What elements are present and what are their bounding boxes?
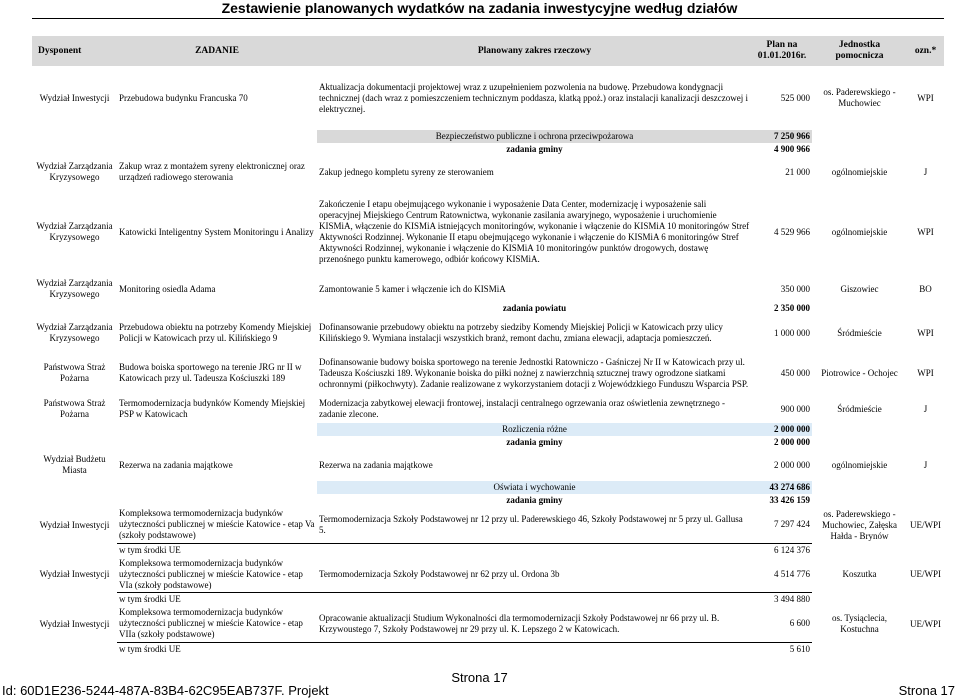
cell-jednostka: Giszowiec [840, 283, 879, 294]
cell-zakres: Zakup jednego kompletu syreny ze sterowaniem [319, 166, 494, 177]
investment-table [32, 36, 944, 656]
cell-ozn: UE/WPI [910, 519, 941, 530]
cell-plan: 4 529 966 [774, 226, 810, 237]
cell-jednostka: os. Paderewskiego - Muchowiec [823, 87, 896, 108]
cell-jednostka: Koszutka [842, 569, 877, 579]
subsection-label: zadania gminy [506, 144, 563, 154]
cell-ozn: J [923, 166, 928, 177]
subsection-row [32, 302, 944, 315]
subsection-amount: 4 900 966 [774, 144, 810, 154]
cell-plan: 900 000 [780, 403, 810, 414]
cell-plan: 7 297 424 [774, 519, 810, 530]
cell-zadanie: Katowicki Inteligentny System Monitoringu i Analizy [119, 226, 314, 237]
page-number-center: Strona 17 [451, 670, 508, 685]
header-plan: Plan na 01.01.2016r. [752, 36, 812, 66]
eu-funds-row [32, 543, 944, 557]
eu-funds-label: w tym środki UE [117, 642, 317, 656]
subsection-label: zadania powiatu [502, 303, 567, 313]
cell-zakres: Termomodernizacja Szkoły Podstawowej nr 62 przy ul. Ordona 3b [319, 568, 560, 579]
cell-zadanie: Monitoring osiedla Adama [119, 283, 216, 294]
cell-zakres: Zamontowanie 5 kamer i włączenie ich do KISMiA [319, 283, 506, 294]
cell-dysponent: Wydział Inwestycji [39, 519, 110, 530]
table-row [32, 276, 944, 302]
table-row [32, 156, 944, 188]
header-dysponent: Dysponent [32, 36, 117, 66]
eu-funds-amount: 6 124 376 [752, 543, 812, 557]
cell-ozn: J [923, 459, 928, 470]
cell-plan: 21 000 [785, 166, 810, 177]
section-amount: 43 274 686 [752, 481, 812, 494]
cell-ozn: WPI [917, 327, 934, 338]
cell-dysponent: Wydział Inwestycji [39, 618, 110, 629]
cell-dysponent: Państwowa Straż Pożarna [43, 362, 106, 383]
cell-zakres: Aktualizacja dokumentacji projektowej wraz z uzupełnieniem pozwolenia na budowę. Przebudowa kondygnacji technicznej (dach wraz z pomieszczeniem technicznym poddasza, klatką ppoż.) oraz instalacji kanalizacji deszczowej i elektrycznej. [319, 81, 749, 114]
cell-plan: 4 514 776 [774, 568, 810, 579]
cell-ozn: J [923, 403, 928, 414]
subsection-label: zadania gminy [506, 437, 563, 447]
header-zakres: Planowany zakres rzeczowy [317, 36, 752, 66]
cell-plan: 350 000 [780, 283, 810, 294]
table-row [32, 315, 944, 351]
cell-ozn: WPI [917, 367, 934, 378]
cell-dysponent: Wydział Zarządzania Kryzysowego [36, 161, 113, 182]
header-ozn: ozn.* [907, 36, 944, 66]
table-row [32, 449, 944, 481]
subsection-row [32, 494, 944, 507]
table-header [32, 36, 944, 66]
cell-zadanie: Termomodernizacja budynków Komendy Miejskiej PSP w Katowicach [119, 398, 306, 419]
section-label: Rozliczenia różne [317, 423, 752, 436]
subsection-amount: 33 426 159 [769, 495, 810, 505]
cell-zadanie: Kompleksowa termomodernizacja budynków użyteczności publicznej w mieście Katowice - etap VIIa (szkoły podstawowe) [119, 607, 303, 640]
cell-ozn: WPI [917, 226, 934, 237]
cell-ozn: UE/WPI [910, 569, 941, 579]
section-amount: 7 250 966 [752, 130, 812, 143]
section-label: Bezpieczeństwo publiczne i ochrona przeciwpożarowa [317, 130, 752, 143]
cell-plan: 2 000 000 [774, 459, 810, 470]
cell-jednostka: Piotrowice - Ochojec [821, 367, 898, 378]
header-jednostka: Jednostka pomocnicza [812, 36, 907, 66]
cell-jednostka: ogólnomiejskie [831, 166, 888, 177]
cell-jednostka: Śródmieście [837, 327, 882, 338]
table-row [32, 351, 944, 395]
cell-zadanie: Kompleksowa termomodernizacja budynków użyteczności publicznej w mieście Katowice - etap VIa (szkoły podstawowe) [119, 557, 303, 590]
page-number-right: Strona 17 [898, 683, 955, 698]
table-row [32, 557, 944, 593]
cell-ozn: UE/WPI [910, 618, 941, 629]
subsection-amount: 2 350 000 [774, 303, 810, 313]
eu-funds-amount: 5 610 [752, 642, 812, 656]
table-row [32, 66, 944, 130]
cell-zakres: Zakończenie I etapu obejmującego wykonanie i wyposażenie Data Center, modernizację i wyposażenie sali operacyjnej Miejskiego Centrum Ratownictwa, wykonanie zasilania awaryjnego, wyposażenie i uruchomienie KISMiA, włączenie do KISMiA istniejących monitoringów, wykonanie i włączenie do KISMiA 10 monitoringów Stref Aktywności Rodzinnej. Wykonanie II etapu obejmującego wykonanie i włączenie do KISMiA 6 monitoringów Stref Aktywności Rodzinnej, wykonanie i włączenie do KISMiA 10 monitoringów punktów drogowych, dostawę przenośnego punktu kamerowego, odbiór końcowy KISMiA. [319, 199, 750, 264]
cell-zadanie: Zakup wraz z montażem syreny elektronicznej oraz urządzeń radiowego sterowania [119, 161, 305, 182]
table-row [32, 606, 944, 642]
header-zadanie: ZADANIE [117, 36, 317, 66]
cell-zakres: Opracowanie aktualizacji Studium Wykonalności dla termomodernizacji Szkoły Podstawowej nr 66 przy ul. B. Krzywoustego 7, Szkoły Podstawowej nr 29 przy ul. K. Lepszego 2 w Katowicach. [319, 612, 720, 634]
cell-plan: 450 000 [780, 367, 810, 378]
cell-plan: 1 000 000 [774, 327, 810, 338]
section-row [32, 130, 944, 143]
eu-funds-amount: 3 494 880 [752, 593, 812, 607]
cell-jednostka: Śródmieście [837, 403, 882, 414]
page-title: Zestawienie planowanych wydatków na zadania inwestycyjne według działów [221, 0, 738, 16]
section-row [32, 481, 944, 494]
table-row [32, 395, 944, 423]
eu-funds-label: w tym środki UE [117, 593, 317, 607]
cell-dysponent: Wydział Inwestycji [39, 569, 110, 579]
document-id: Id: 60D1E236-5244-487A-83B4-62C95EAB737F. Projekt [2, 683, 329, 698]
cell-zadanie: Budowa boiska sportowego na terenie JRG nr II w Katowicach przy ul. Tadeusza Kościuszki 189 [119, 362, 302, 383]
cell-zadanie: Rezerwa na zadania majątkowe [119, 459, 233, 470]
eu-funds-label: w tym środki UE [117, 543, 317, 557]
cell-zakres: Rezerwa na zadania majątkowe [319, 459, 433, 470]
table-row [32, 507, 944, 543]
subsection-row [32, 143, 944, 156]
cell-zadanie: Przebudowa budynku Francuska 70 [119, 92, 248, 103]
cell-jednostka: os. Tysiąclecia, Kostuchna [832, 613, 887, 634]
title-divider [32, 18, 944, 19]
section-label: Oświata i wychowanie [317, 481, 752, 494]
eu-funds-row [32, 593, 944, 607]
table-row [32, 188, 944, 276]
cell-zakres: Termomodernizacja Szkoły Podstawowej nr 12 przy ul. Paderewskiego 46, Szkoły Podstawowej nr 5 przy ul. Gallusa 5. [319, 513, 743, 535]
cell-zadanie: Przebudowa obiektu na potrzeby Komendy Miejskiej Policji w Katowicach przy ul. Kilińskiego 9 [119, 322, 312, 343]
cell-dysponent: Wydział Zarządzania Kryzysowego [36, 322, 113, 343]
cell-jednostka: os. Paderewskiego - Muchowiec, Załęska Hałda - Brynów [822, 508, 897, 541]
subsection-amount: 2 000 000 [774, 437, 810, 447]
cell-ozn: BO [919, 283, 932, 294]
cell-ozn: WPI [917, 92, 934, 103]
cell-jednostka: ogólnomiejskie [831, 226, 888, 237]
cell-zakres: Modernizacja zabytkowej elewacji frontowej, instalacji centralnego ogrzewania oraz oświetlenia zewnętrznego - zadanie zlecone. [319, 398, 726, 419]
cell-zadanie: Kompleksowa termomodernizacja budynków użyteczności publicznej w mieście Katowice - etap Va (szkoły podstawowe) [119, 508, 315, 541]
section-row [32, 423, 944, 436]
cell-jednostka: ogólnomiejskie [831, 459, 888, 470]
cell-dysponent: Państwowa Straż Pożarna [43, 398, 106, 419]
cell-zakres: Dofinansowanie przebudowy obiektu na potrzeby siedziby Komendy Miejskiej Policji w Katowicach przy ulicy Kilińskiego 9. Wymiana instalacji wszystkich branż, remont dachu, zmiana elewacji, adaptacja pomieszczeń. [319, 322, 723, 343]
cell-zakres: Dofinansowanie budowy boiska sportowego na terenie Jednostki Ratowniczo - Gaśniczej Nr II w Katowicach przy ul. Tadeusza Kościuszki 189. Wykonanie boiska do piłki nożnej z nawierzchnią sztucznej trawy ogrodzone siatkami ochronnymi (piłkochwyty). Zadanie realizowane z wykorzystaniem dotacji z Wojewódzkiego Funduszu Wsparcia PSP. [319, 356, 749, 389]
eu-funds-row [32, 642, 944, 656]
cell-dysponent: Wydział Zarządzania Kryzysowego [36, 278, 113, 299]
subsection-label: zadania gminy [506, 495, 563, 505]
cell-dysponent: Wydział Inwestycji [39, 92, 110, 103]
subsection-row [32, 436, 944, 449]
section-amount: 2 000 000 [752, 423, 812, 436]
cell-plan: 525 000 [780, 92, 810, 103]
cell-plan: 6 600 [789, 618, 810, 629]
cell-dysponent: Wydział Budżetu Miasta [43, 454, 106, 475]
cell-dysponent: Wydział Zarządzania Kryzysowego [36, 221, 113, 242]
